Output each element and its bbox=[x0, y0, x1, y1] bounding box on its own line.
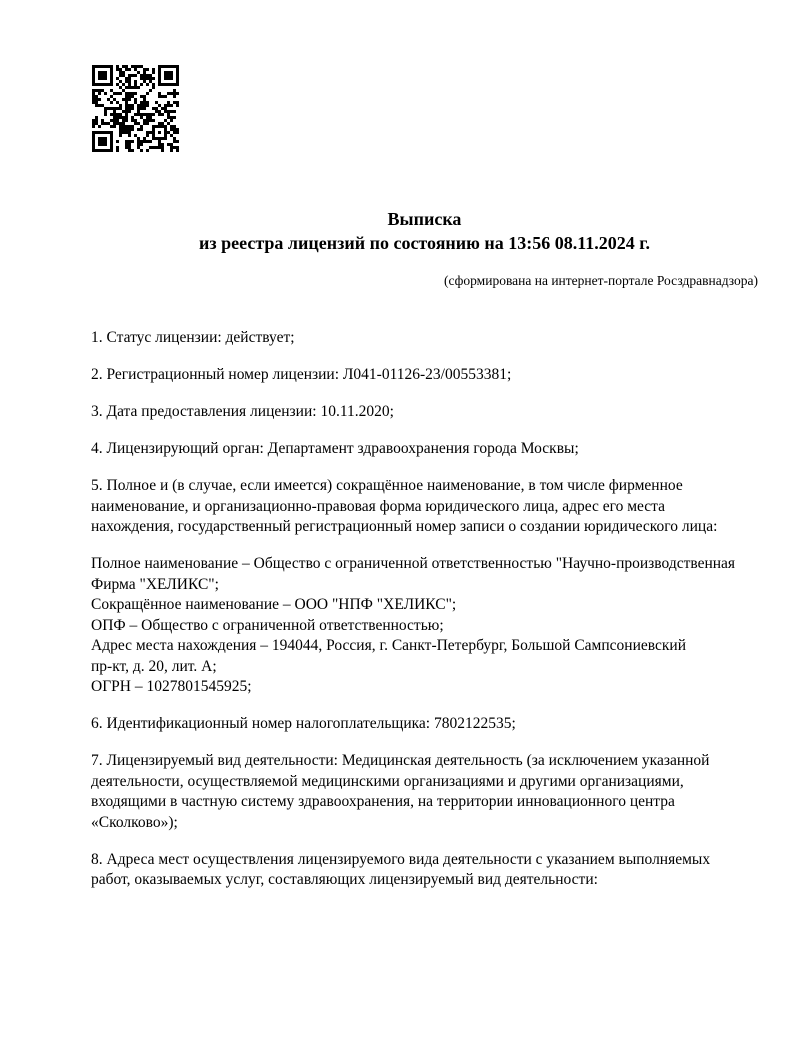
qr-code-icon bbox=[92, 65, 179, 152]
license-status-paragraph: 1. Статус лицензии: действует; bbox=[91, 329, 295, 346]
formation-note: (сформирована на интернет-портале Росздравнадзора) bbox=[443, 273, 758, 288]
entity-name-intro-paragraph: 5. Полное и (в случае, если имеется) сокращённое наименование, в том числе фирменное наименование, и организационно-правовая форма юридического лица, адрес его места нахождения, государственный регистрационный номер записи о создании юридического лица: bbox=[91, 477, 718, 535]
document-title: Выписка из реестра лицензий по состоянию на 13:56 08.11.2024 г. bbox=[199, 209, 650, 253]
document-body bbox=[91, 328, 771, 907]
licensing-authority-paragraph: 4. Лицензирующий орган: Департамент здравоохранения города Москвы; bbox=[91, 440, 579, 457]
grant-date-paragraph: 3. Дата предоставления лицензии: 10.11.2020; bbox=[91, 403, 394, 420]
taxpayer-number-paragraph: 6. Идентификационный номер налогоплательщика: 7802122535; bbox=[91, 715, 516, 732]
entity-details-paragraph: Полное наименование – Общество с ограниченной ответственностью "Научно-производственная Фирма "ХЕЛИКС"; Сокращённое наименование – ООО "НПФ "ХЕЛИКС"; ОПФ – Общество с ограниченной ответственностью; Адрес места нахождения – 194044, Россия, г. Санкт-Петербург, Большой Сампсониевский пр-кт, д. 20, лит. А; ОГРН – 1027801545925; bbox=[91, 555, 736, 695]
registration-number-paragraph: 2. Регистрационный номер лицензии: Л041-01126-23/00553381; bbox=[91, 366, 512, 383]
activity-addresses-paragraph: 8. Адреса мест осуществления лицензируемого вида деятельности с указанием выполняемых работ, оказываемых услуг, составляющих лицензируемый вид деятельности: bbox=[91, 850, 711, 888]
activity-type-paragraph: 7. Лицензируемый вид деятельности: Медицинская деятельность (за исключением указанной деятельности, осуществляемой медицинскими организациями и другими организациями, входящими в частную систему здравоохранения, на территории инновационного центра «Сколково»); bbox=[91, 752, 710, 831]
